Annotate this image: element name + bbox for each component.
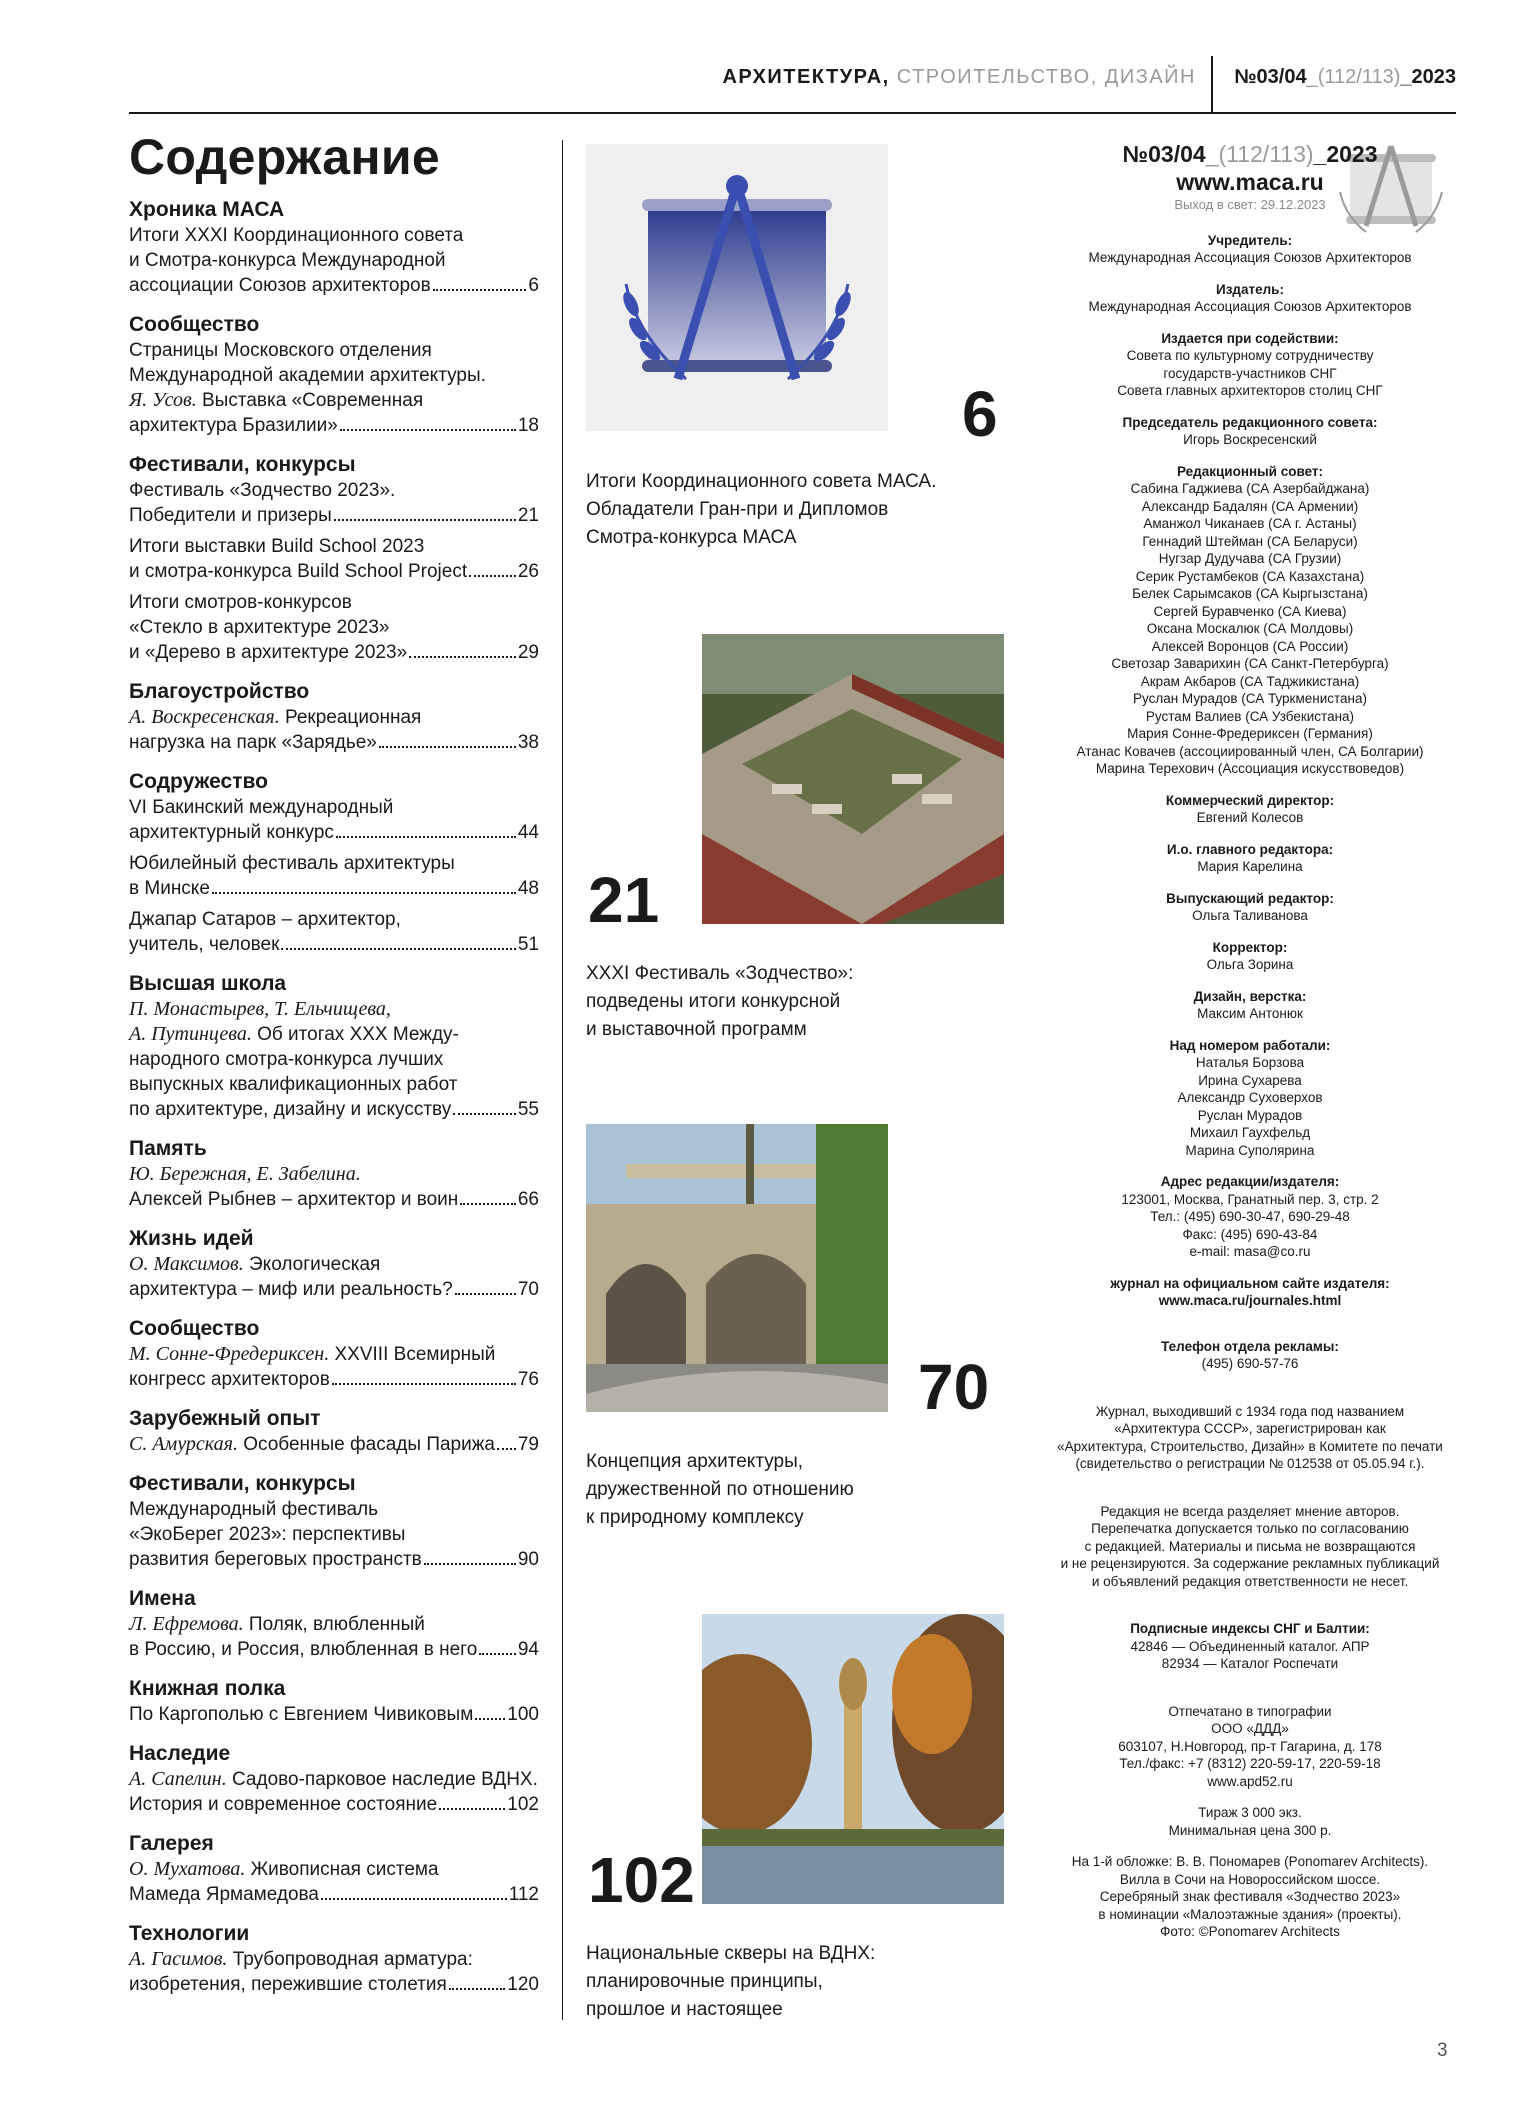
- toc-page-number[interactable]: 44: [517, 822, 539, 843]
- toc-entry-text: [129, 820, 334, 845]
- toc-page-number[interactable]: 66: [517, 1189, 539, 1210]
- feature-image-vdnh-fountain[interactable]: [702, 1614, 1004, 1904]
- toc-entry-text: [129, 1187, 458, 1212]
- dot-leader: [433, 289, 527, 291]
- toc-entry[interactable]: [129, 478, 539, 528]
- feature-page-number[interactable]: 70: [918, 1351, 990, 1423]
- toc-section-title: Содружество: [129, 770, 268, 793]
- toc-section: [129, 451, 539, 665]
- colophon-label: Издатель:: [1216, 281, 1284, 297]
- colophon-label: Издается при содействии:: [1161, 330, 1339, 346]
- toc-entry[interactable]: [129, 223, 539, 298]
- toc-page-number[interactable]: 51: [517, 934, 539, 955]
- toc-entry-author: Я. Усов.: [129, 389, 197, 411]
- toc-section-title: Имена: [129, 1587, 196, 1610]
- toc-page-number[interactable]: 100: [507, 1704, 539, 1725]
- toc-entry-text: [129, 705, 539, 730]
- toc-entry-leader-line: [129, 1702, 539, 1727]
- cover-credit: На 1-й обложке: В. В. Пономарев (Ponomarev Architects). Вилла в Сочи на Новороссийском шоссе. Серебряный знак фестиваля «Зодчество 2023» в номинации «Малоэтажные здания» (проекты). Фото: ©Ponomarev Architects: [1071, 1854, 1429, 1939]
- toc-entry-text: [129, 876, 210, 901]
- arched-building-illustration: [586, 1124, 888, 1412]
- toc-section-title: Галерея: [129, 1832, 214, 1855]
- toc-section-title: Наследие: [129, 1742, 231, 1765]
- toc-entry-text: [129, 1882, 319, 1907]
- toc-entry-text: Страницы Московского отделения: [129, 340, 432, 361]
- toc-page-number[interactable]: 90: [517, 1549, 539, 1570]
- toc-entry-leader-line: [129, 413, 539, 438]
- toc-entry-text: [129, 1767, 539, 1792]
- toc-entry-text: [129, 1367, 330, 1392]
- colophon-label: Адрес редакции/издателя:: [1160, 1174, 1340, 1189]
- colophon-block: [1040, 890, 1460, 925]
- toc-entry-text: Международный фестиваль: [129, 1499, 379, 1520]
- toc-section-title: Благоустройство: [129, 680, 310, 703]
- colophon-label: Выпускающий редактор:: [1166, 890, 1334, 906]
- toc-section: [129, 1225, 539, 1302]
- colophon-block: [1040, 1275, 1460, 1310]
- toc-entry-text: Итоги XXXI Координационного совета: [129, 225, 464, 246]
- maca-emblem-icon: [586, 144, 888, 431]
- dot-leader: [479, 1653, 516, 1655]
- colophon-block: [1040, 232, 1460, 267]
- dot-leader: [449, 1988, 506, 1990]
- dot-leader: [497, 1448, 516, 1450]
- toc-entry-leader-line: [129, 1367, 539, 1392]
- toc-entry-text: [129, 1342, 539, 1367]
- toc-entry[interactable]: [129, 997, 539, 1122]
- feature-page-number[interactable]: 102: [588, 1844, 695, 1916]
- toc-page-number[interactable]: 55: [517, 1099, 539, 1120]
- toc-section-title: Память: [129, 1137, 207, 1160]
- toc-page-number[interactable]: 18: [517, 415, 539, 436]
- toc-entry-text: Итоги смотров-конкурсов: [129, 592, 352, 613]
- toc-entry-text: Международной академии архитектуры.: [129, 365, 486, 386]
- toc-entry-title: Живописная система: [245, 1859, 439, 1880]
- toc-section-title: Технологии: [129, 1922, 250, 1945]
- toc-entry-text: [129, 388, 539, 413]
- colophon-block: [1040, 841, 1460, 876]
- colophon-label: Редакционный совет:: [1176, 463, 1324, 479]
- toc-section-title: Высшая школа: [129, 972, 287, 995]
- toc-entry-text: [129, 1432, 495, 1457]
- toc-page-number[interactable]: 76: [517, 1369, 539, 1390]
- toc-entry-title: Алексей Рыбнев – архитектор и воин: [129, 1189, 459, 1210]
- dot-leader: [340, 429, 516, 431]
- toc-entry-text: [129, 1792, 437, 1817]
- printing-info: Отпечатано в типографии ООО «ДДД» 603107, Н.Новгород, пр-т Гагарина, д. 178 Тел./факс: +7 (8312) 220-59-17, 220-59-18 www.apd52.ru: [1118, 1703, 1382, 1789]
- colophon-value: Ольга Зорина: [1206, 957, 1294, 972]
- toc-entry[interactable]: [129, 795, 539, 845]
- toc-section: [129, 1675, 539, 1727]
- colophon-block: [1040, 281, 1460, 316]
- dot-leader: [334, 519, 516, 521]
- toc-entry-author: А. Сапелин.: [129, 1768, 227, 1790]
- toc-entry-text: народного смотра-конкурса лучших: [129, 1049, 444, 1070]
- toc-entry-title: Особенные фасады Парижа: [237, 1434, 495, 1455]
- toc-section-title: Жизнь идей: [129, 1227, 254, 1250]
- toc-entry-author: А. Путинцева.: [129, 1023, 252, 1045]
- colophon-value: Совета по культурному сотрудничеству государств-участников СНГ Совета главных архитекторов столиц СНГ: [1117, 348, 1383, 398]
- toc-section-title: Фестивали, конкурсы: [129, 1472, 356, 1495]
- toc-entry-text: Фестиваль «Зодчество 2023».: [129, 480, 396, 501]
- toc-section: [129, 1470, 539, 1572]
- dot-leader: [455, 1293, 516, 1295]
- feature-page-number[interactable]: 6: [962, 378, 998, 450]
- dot-leader: [336, 836, 516, 838]
- toc-entry-title: и смотра-конкурса Build School Project: [129, 561, 468, 582]
- toc-entry[interactable]: [129, 338, 539, 438]
- toc-entry-title: По Каргополью с Евгением Чивиковым: [129, 1704, 474, 1725]
- toc-entry-text: [129, 413, 338, 438]
- toc-entry[interactable]: [129, 851, 539, 901]
- toc-entry-leader-line: [129, 932, 539, 957]
- toc-entry-title: Садово-парковое наследие ВДНХ.: [226, 1769, 538, 1790]
- feature-caption: XXXI Фестиваль «Зодчество»: подведены итоги конкурсной и выставочной программ: [586, 963, 854, 1040]
- toc-entry-text: [129, 1637, 477, 1662]
- toc-entry-text: [129, 640, 407, 665]
- toc-page-number[interactable]: 94: [517, 1639, 539, 1660]
- toc-page-number[interactable]: 48: [517, 878, 539, 899]
- toc-entry-title: Мамеда Ярмамедова: [129, 1884, 319, 1905]
- colophon-label: Председатель редакционного совета:: [1122, 414, 1378, 430]
- toc-entry-leader-line: [129, 503, 539, 528]
- feature-page-number[interactable]: 21: [588, 864, 660, 936]
- toc-entry-text: [129, 1022, 539, 1047]
- toc-entry-text: и Смотра-конкурса Международной: [129, 250, 446, 271]
- feature-image-maca-emblem[interactable]: [586, 144, 888, 431]
- dot-leader: [379, 746, 516, 748]
- toc-entry-leader-line: [129, 1432, 539, 1457]
- toc-entry-leader-line: [129, 1637, 539, 1662]
- toc-entry-text: [129, 1277, 453, 1302]
- toc-entry[interactable]: [129, 1342, 539, 1392]
- colophon-value: 123001, Москва, Гранатный пер. 3, стр. 2 Тел.: (495) 690-30-47, 690-29-48 Факс: (495) 690-43-84 e-mail: masa@co.ru: [1121, 1191, 1379, 1259]
- toc-page-number[interactable]: 29: [517, 642, 539, 663]
- toc-entry-leader-line: [129, 1792, 539, 1817]
- dot-leader: [332, 1383, 516, 1385]
- dot-leader: [469, 575, 516, 577]
- subscription-block: [1040, 1620, 1460, 1673]
- colophon: [1040, 140, 1460, 1941]
- colophon-block: [1040, 988, 1460, 1023]
- toc-entry-title: по архитектуре, дизайну и искусству: [129, 1099, 452, 1120]
- colophon-label: Телефон отдела рекламы:: [1161, 1338, 1339, 1354]
- toc-entry-author: М. Сонне-Фредериксен.: [129, 1343, 330, 1365]
- toc-entry-title: учитель, человек: [129, 934, 280, 955]
- toc-entry-author: О. Максимов.: [129, 1253, 244, 1275]
- toc-page-number[interactable]: 70: [517, 1279, 539, 1300]
- toc-entry-text: выпускных квалификационных работ: [129, 1074, 458, 1095]
- dot-leader: [281, 948, 515, 950]
- magazine-section-title: АРХИТЕКТУРА, СТРОИТЕЛЬСТВО, ДИЗАЙН: [722, 66, 1196, 88]
- toc-entry-leader-line: [129, 1187, 539, 1212]
- dot-leader: [475, 1718, 505, 1720]
- toc-entry[interactable]: [129, 705, 539, 755]
- colophon-value: Евгений Колесов: [1196, 810, 1304, 825]
- toc-entry-title: конгресс архитекторов: [129, 1369, 330, 1390]
- toc-section: [129, 1405, 539, 1457]
- toc-entry-title: и «Дерево в архитектуре 2023»: [129, 642, 408, 663]
- toc-entry-text: VI Бакинский международный: [129, 797, 394, 818]
- toc-entry-text: «Стекло в архитектуре 2023»: [129, 617, 390, 638]
- toc-section: [129, 311, 539, 438]
- toc-entry-title: в Минске: [129, 878, 210, 899]
- toc-entry-title: Трубопроводная арматура:: [227, 1949, 473, 1970]
- toc-entry[interactable]: [129, 590, 539, 665]
- colophon-label: Корректор:: [1212, 939, 1288, 955]
- toc-entry[interactable]: [129, 1497, 539, 1572]
- toc-entry-leader-line: [129, 820, 539, 845]
- toc-entry[interactable]: [129, 534, 539, 584]
- toc-entry-title: архитектура Бразилии»: [129, 415, 338, 436]
- toc-entry-text: [129, 1612, 539, 1637]
- colophon-label: Учредитель:: [1207, 232, 1293, 248]
- colophon-value: Игорь Воскресенский: [1183, 432, 1317, 447]
- toc-entry-author: О. Мухатова.: [129, 1858, 246, 1880]
- colophon-value: Международная Ассоциация Союзов Архитекторов: [1088, 299, 1412, 314]
- dot-leader: [424, 1563, 516, 1565]
- toc-entry[interactable]: [129, 1947, 539, 1997]
- toc-section-title: Сообщество: [129, 313, 260, 336]
- toc-entry[interactable]: [129, 1432, 539, 1457]
- toc-entry-text: Джапар Сатаров – архитектор,: [129, 909, 401, 930]
- toc-page-number[interactable]: 79: [517, 1434, 539, 1455]
- toc-page-number[interactable]: 38: [517, 732, 539, 753]
- toc-entry-title: развития береговых пространств: [129, 1549, 422, 1570]
- colophon-value: Максим Антонюк: [1197, 1006, 1303, 1021]
- toc-page-number[interactable]: 6: [528, 275, 539, 296]
- toc-section: [129, 1315, 539, 1392]
- colophon-block: [1040, 1173, 1460, 1261]
- subscription-indexes: 42846 — Объединенный каталог. АПР 82934 — Каталог Роспечати: [1130, 1638, 1370, 1671]
- toc-page-number[interactable]: 102: [507, 1794, 539, 1815]
- toc-page-number[interactable]: 26: [517, 561, 539, 582]
- toc-entry-text: [129, 730, 377, 755]
- toc-entry-title: ассоциации Союзов архитекторов: [129, 275, 431, 296]
- toc-entry[interactable]: [129, 1612, 539, 1662]
- toc-entry-text: [129, 1857, 539, 1882]
- toc-entry-leader-line: [129, 1277, 539, 1302]
- toc-entry-title: Поляк, влюбленный: [243, 1614, 425, 1635]
- toc-entry-text: Итоги выставки Build School 2023: [129, 536, 425, 557]
- colophon-note: Журнал, выходивший с 1934 года под названием «Архитектура СССР», зарегистрирован как «Архитектура, Строительство, Дизайн» в Комитете по печати (свидетельство о регистрации № 012538 от 05.05.94 г.).: [1057, 1403, 1443, 1471]
- dot-leader: [453, 1113, 516, 1115]
- toc-page-number[interactable]: 112: [508, 1884, 539, 1905]
- toc-entry-text: [129, 1947, 539, 1972]
- toc-entry-leader-line: [129, 730, 539, 755]
- toc-entry-author: А. Воскресенская.: [129, 706, 280, 728]
- toc-entry-text: Юбилейный фестиваль архитектуры: [129, 853, 455, 874]
- colophon-block: [1040, 1338, 1460, 1373]
- subscription-label: Подписные индексы СНГ и Балтии:: [1130, 1621, 1370, 1636]
- toc-entry-text: [129, 1972, 447, 1997]
- dot-leader: [212, 892, 516, 894]
- toc-entry[interactable]: [129, 1252, 539, 1302]
- toc-entry-leader-line: [129, 273, 539, 298]
- toc-entry-authors: Ю. Бережная, Е. Забелина.: [129, 1163, 361, 1185]
- colophon-value: Мария Карелина: [1197, 859, 1303, 874]
- toc-section: [129, 1135, 539, 1212]
- toc-entry-title: История и современное состояние: [129, 1794, 438, 1815]
- toc-entry-leader-line: [129, 640, 539, 665]
- colophon-label: журнал на официальном сайте издателя: www.maca.ru/journales.html: [1110, 1275, 1390, 1308]
- page-header: [129, 56, 1456, 114]
- dot-leader: [321, 1898, 507, 1900]
- toc-entry-authors: П. Монастырев, Т. Ельчищева,: [129, 998, 391, 1020]
- toc-entry-title: нагрузка на парк «Зарядье»: [129, 732, 377, 753]
- colophon-label: И.о. главного редактора:: [1166, 841, 1334, 857]
- colophon-value: (495) 690-57-76: [1201, 1356, 1299, 1371]
- colophon-website-link[interactable]: www.maca.ru: [1176, 169, 1324, 195]
- toc-section: [129, 1920, 539, 1997]
- toc-entry-title: Победители и призеры: [129, 505, 332, 526]
- toc-section-title: Фестивали, конкурсы: [129, 453, 356, 476]
- toc-section-title: Зарубежный опыт: [129, 1407, 321, 1430]
- colophon-value: Международная Ассоциация Союзов Архитекторов: [1088, 250, 1412, 265]
- toc-entry-title: XXVIII Всемирный: [329, 1344, 496, 1365]
- colophon-block: [1040, 792, 1460, 827]
- toc-entry-leader-line: [129, 876, 539, 901]
- feature-caption: Национальные скверы на ВДНХ: планировочные принципы, прошлое и настоящее: [586, 1943, 876, 2020]
- toc-entry-title: архитектурный конкурс: [129, 822, 334, 843]
- circulation-info: Тираж 3 000 экз. Минимальная цена 300 р.: [1168, 1805, 1332, 1838]
- toc-entry[interactable]: [129, 1702, 539, 1727]
- page-number: 3: [1437, 2040, 1448, 2061]
- toc-entry-text: [129, 1252, 539, 1277]
- toc-entry-title: в Россию, и Россия, влюбленная в него: [129, 1639, 478, 1660]
- toc-entry-leader-line: [129, 1547, 539, 1572]
- toc-entry[interactable]: [129, 907, 539, 957]
- toc-title: Содержание: [129, 129, 441, 185]
- toc-entry-author: Л. Ефремова.: [129, 1613, 244, 1635]
- colophon-value: Сабина Гаджиева (СА Азербайджана) Александр Бадалян (СА Армении) Аманжол Чиканаев (СА г. Астаны) Геннадий Штейман (СА Беларуси) Нугзар Дудучава (СА Грузии) Серик Рустамбеков (СА Казахстана) Белек Сарымсаков (СА Кыргызстана) Сергей Буравченко (СА Киева) Оксана Москалюк (СА Молдовы) Алексей Воронцов (СА России) Светозар Заварихин (СА Санкт-Петербурга) Акрам Акбаров (СА Таджикистана) Руслан Мурадов (СА Туркменистана) Рустам Валиев (СА Узбекистана) Мария Сонне-Фредериксен (Германия) Атанас Ковачев (ассоциированный член, СА Болгарии) Марина Терехович (Ассоциация искусствоведов): [1076, 481, 1424, 776]
- vdnh-fountain-illustration: [702, 1614, 1004, 1904]
- feature-caption: Итоги Координационного совета МАСА. Обладатели Гран-при и Дипломов Смотра-конкурса МАСА: [586, 471, 937, 548]
- dot-leader: [460, 1203, 516, 1205]
- colophon-block: [1040, 414, 1460, 449]
- colophon-block: [1040, 330, 1460, 400]
- colophon-note: Редакция не всегда разделяет мнение авторов. Перепечатка допускается только по согласованию с редакцией. Материалы и письма не возвращаются и не рецензируются. За содержание рекламных публикаций и объявлений редакция ответственности не несет.: [1060, 1503, 1440, 1589]
- colophon-value: Наталья Борзова Ирина Сухарева Александр Суховерхов Руслан Мурадов Михаил Гаухфельд Марина Суполярина: [1177, 1055, 1323, 1158]
- toc-section: [129, 1585, 539, 1662]
- toc-entry[interactable]: [129, 1767, 539, 1817]
- toc-section: [129, 196, 539, 298]
- toc-entry-title: Рекреационная: [279, 707, 422, 728]
- toc-entry-text: [129, 1702, 473, 1727]
- residential-complex-illustration: [702, 634, 1004, 924]
- toc-entry-leader-line: [129, 559, 539, 584]
- toc-entry-leader-line: [129, 1972, 539, 1997]
- toc-entry-author: С. Амурская.: [129, 1433, 238, 1455]
- colophon-block: [1040, 939, 1460, 974]
- toc-entry-text: [129, 503, 332, 528]
- feature-caption: Концепция архитектуры, дружественной по отношению к природному комплексу: [586, 1451, 854, 1528]
- toc-entry[interactable]: [129, 1162, 539, 1212]
- toc-entry-title: изобретения, пережившие столетия: [129, 1974, 447, 1995]
- dot-leader: [409, 656, 516, 658]
- toc-entry-title: Экологическая: [243, 1254, 381, 1275]
- dot-leader: [439, 1808, 505, 1810]
- toc-entry-text: [129, 1097, 451, 1122]
- feature-image-residential-complex[interactable]: [702, 634, 1004, 924]
- header-divider: [1211, 56, 1213, 114]
- colophon-block: [1040, 463, 1460, 778]
- toc-entry-text: [129, 559, 467, 584]
- toc-entry[interactable]: [129, 1857, 539, 1907]
- toc-entry-text: [129, 1547, 422, 1572]
- toc-section: [129, 970, 539, 1122]
- colophon-label: Дизайн, верстка:: [1193, 988, 1307, 1004]
- colophon-label: Над номером работали:: [1169, 1037, 1331, 1053]
- header-issue-number: №03/04_(112/113)_2023: [1234, 66, 1456, 88]
- toc-section-title: Книжная полка: [129, 1677, 286, 1700]
- toc-entry-title: Выставка «Современная: [196, 390, 424, 411]
- toc-section-title: Хроника МАСА: [129, 198, 285, 221]
- toc-section: [129, 768, 539, 957]
- toc-entry-title: Об итогах XXX Между-: [251, 1024, 459, 1045]
- toc-page-number[interactable]: 120: [507, 1974, 539, 1995]
- toc-entry-title: архитектура – миф или реальность?: [129, 1279, 453, 1300]
- table-of-contents: [129, 126, 539, 2010]
- colophon-label: Коммерческий директор:: [1165, 792, 1335, 808]
- colophon-value: Ольга Таливанова: [1192, 908, 1308, 923]
- toc-entry-text: [129, 932, 279, 957]
- toc-section: [129, 1740, 539, 1817]
- colophon-block: [1040, 1037, 1460, 1160]
- toc-entry-leader-line: [129, 1097, 539, 1122]
- toc-entry-leader-line: [129, 1882, 539, 1907]
- column-divider: [562, 140, 563, 2020]
- toc-entry-text: [129, 273, 431, 298]
- toc-section: [129, 1830, 539, 1907]
- colophon-issue-number: №03/04_(112/113)_2023: [1122, 141, 1378, 167]
- toc-entry-author: А. Гасимов.: [129, 1948, 228, 1970]
- toc-section: [129, 678, 539, 755]
- publication-date: Выход в свет: 29.12.2023: [1174, 197, 1326, 212]
- toc-section-title: Сообщество: [129, 1317, 260, 1340]
- feature-image-arched-building[interactable]: [586, 1124, 888, 1412]
- toc-page-number[interactable]: 21: [517, 505, 539, 526]
- toc-entry-text: «ЭкоБерег 2023»: перспективы: [129, 1524, 406, 1545]
